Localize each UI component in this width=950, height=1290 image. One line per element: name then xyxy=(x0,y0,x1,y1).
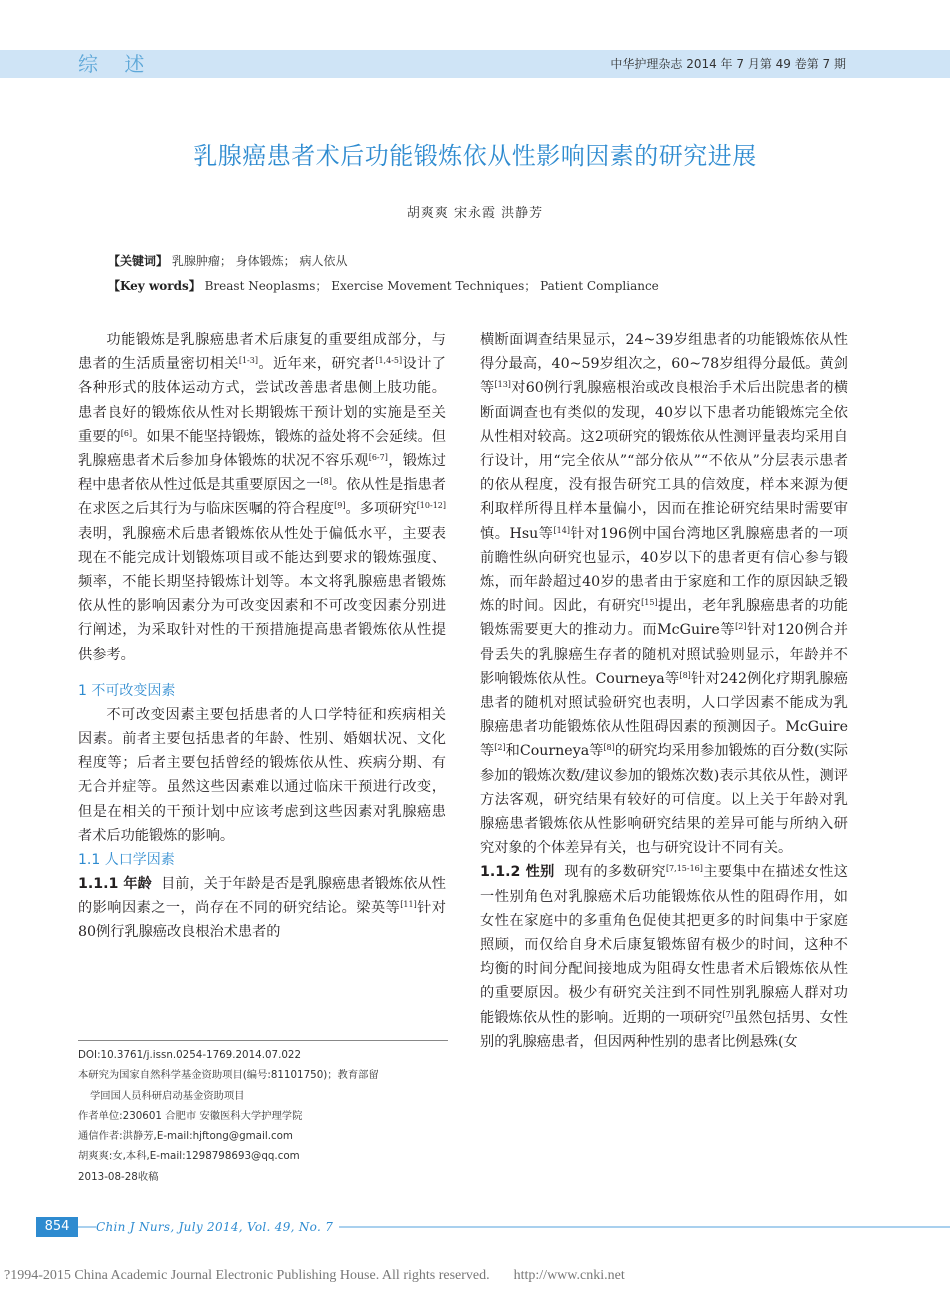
first-author: 胡爽爽:女,本科,E-mail:1298798693@qq.com xyxy=(78,1150,300,1163)
authors: 胡爽爽 宋永霞 洪静芳 xyxy=(406,206,544,221)
paragraph: 功能锻炼是乳腺癌患者术后康复的重要组成部分，与患者的生活质量密切相关[1-3]。近年来，研究者[1,4-5]设计了各种形式的肢体运动方式，尝试改善患者患侧上肢功能。患者良好的锻炼依从性对长期锻炼干预计划的实施是至关重要的[6]。如果不能坚持锻炼，锻炼的益处将不会延续。但乳腺癌患者术后参加身体锻炼的状况不容乐观[6-7]，锻炼过程中患者依从性过低是其重要原因之一[8]。依从性是指患者在求医之后其行为与临床医嘱的符合程度[9]。多项研究[10-12]表明，乳腺癌术后患者锻炼依从性处于偏低水平，主要表现在不能完成计划锻炼项目或不能达到要求的锻炼强度、频率，不能长期坚持锻炼计划等。本文将乳腺癌患者锻炼依从性的影响因素分为可改变因素和不可改变因素分别进行阐述，为采取针对性的干预措施提高患者锻炼依从性提供参考。 xyxy=(78,332,446,663)
article-title: 乳腺癌患者术后功能锻炼依从性影响因素的研究进展 xyxy=(193,142,757,170)
paragraph: 不可改变因素主要包括患者的人口学特征和疾病相关因素。前者主要包括患者的年龄、性别、婚姻状况、文化程度等；后者主要包括曾经的锻炼依从性、疾病分期、有无合并症等。虽然这些因素难以通过临床干预进行改变，但是在相关的干预计划中应该考虑到这些因素对乳腺癌患者术后功能锻炼的影响。 xyxy=(78,706,446,844)
corresponding-author: 通信作者:洪静芳,E-mail:hjftong@gmail.com xyxy=(78,1130,293,1143)
article-footnote xyxy=(78,1040,448,1187)
keywords-en xyxy=(108,277,659,294)
doi: DOI:10.3761/j.issn.0254-1769.2014.07.022 xyxy=(78,1049,302,1061)
keywords-cn xyxy=(108,252,347,269)
keywords-en-text: Breast Neoplasms； Exercise Movement Techniques； Patient Compliance xyxy=(204,279,659,293)
copyright-text: ?1994-2015 China Academic Journal Electronic Publishing House. All rights reserved. xyxy=(4,1268,490,1283)
subsubsection-heading: 1.1.1 年龄 xyxy=(78,876,152,893)
received-date: 2013-08-28收稿 xyxy=(78,1170,159,1183)
funding-line: 本研究为国家自然科学基金资助项目(编号:81101750)；教育部留 xyxy=(78,1069,379,1082)
funding-line: 学回国人员科研启动基金资助项目 xyxy=(90,1089,245,1102)
left-column xyxy=(78,328,446,945)
footer-journal: Chin J Nurs, July 2014, Vol. 49, No. 7 xyxy=(96,1217,339,1237)
copyright-line xyxy=(0,1268,950,1284)
subsection-heading: 1.1 人口学因素 xyxy=(78,852,175,869)
section-heading: 1 不可改变因素 xyxy=(78,682,176,699)
paragraph: 横断面调查结果显示，24~39岁组患者的功能锻炼依从性得分最高，40~59岁组次之，60~78岁组得分最低。黄剑等[13]对60例行乳腺癌根治或改良根治手术后出院患者的横断面调查也有类似的发现，40岁以下患者功能锻炼完全依从性相对较高。这2项研究的锻炼依从性测评量表均采用自行设计，用“完全依从”“部分依从”“不依从”分层表示患者的依从程度，没有报告研究工具的信效度，样本来源为便利取样所得且样本量偏小，因而在推论研究结果时需要审慎。Hsu等[14]针对196例中国台湾地区乳腺癌患者的一项前瞻性纵向研究也显示，40岁以下的患者更有信心参与锻炼，而年龄超过40岁的患者由于家庭和工作的原因缺乏锻炼的时间。因此，有研究[15]提出，老年乳腺癌患者的功能锻炼需要更大的推动力。而McGuire等[2]针对120例合并骨丢失的乳腺癌生存者的随机对照试验则显示，年龄并不影响锻炼依从性。Courneya等[8]针对242例化疗期乳腺癌患者的随机对照试验研究也表明，人口学因素不能成为乳腺癌患者功能锻炼依从性阻碍因素的预测因子。McGuire等[2]和Courneya等[8]的研究均采用参加锻炼的百分数(实际参加的锻炼次数/建议参加的锻炼次数)表示其依从性，测评方法客观，研究结果有较好的可信度。以上关于年龄对乳腺癌患者锻炼依从性影响研究结果的差异可能与所纳入研究对象的个体差异有关，也与研究设计不同有关。 xyxy=(480,332,848,857)
page-number: 854 xyxy=(36,1217,78,1237)
paragraph-text: 现有的多数研究[7,15-16]主要集中在描述女性这一性别角色对乳腺癌术后功能锻炼依从性的阻碍作用，如女性在家庭中的多重角色促使其把更多的时间集中于家庭照顾，而仅给自身术后康复锻炼留有极少的时间，这种不均衡的时间分配间接地成为阻碍女性患者术后锻炼依从性的重要原因。极少有研究关注到不同性别乳腺癌人群对功能锻炼依从性的影响。近期的一项研究[7]虽然包括男、女性别的乳腺癌患者，但因两种性别的患者比例悬殊(女 xyxy=(480,864,848,1050)
journal-issue: 中华护理杂志 2014 年 7 月第 49 卷第 7 期 xyxy=(610,57,846,71)
subsubsection-heading: 1.1.2 性别 xyxy=(480,864,555,881)
paragraph-with-heading xyxy=(480,860,848,1054)
keywords-cn-label: 【关键词】 xyxy=(108,254,169,268)
author-unit: 作者单位:230601 合肥市 安徽医科大学护理学院 xyxy=(78,1109,303,1122)
cnki-link[interactable]: http://www.cnki.net xyxy=(513,1268,625,1283)
right-column xyxy=(480,328,848,1054)
section-label: 综 述 xyxy=(78,52,155,76)
paragraph-text: 目前，关于年龄是否是乳腺癌患者锻炼依从性的影响因素之一，尚存在不同的研究结论。梁英等[11]针对80例行乳腺癌改良根治术患者的 xyxy=(78,876,446,941)
keywords-cn-text: 乳腺肿瘤； 身体锻炼； 病人依从 xyxy=(171,254,348,268)
paragraph-with-heading xyxy=(78,872,446,945)
keywords-en-label: 【Key words】 xyxy=(108,279,201,293)
